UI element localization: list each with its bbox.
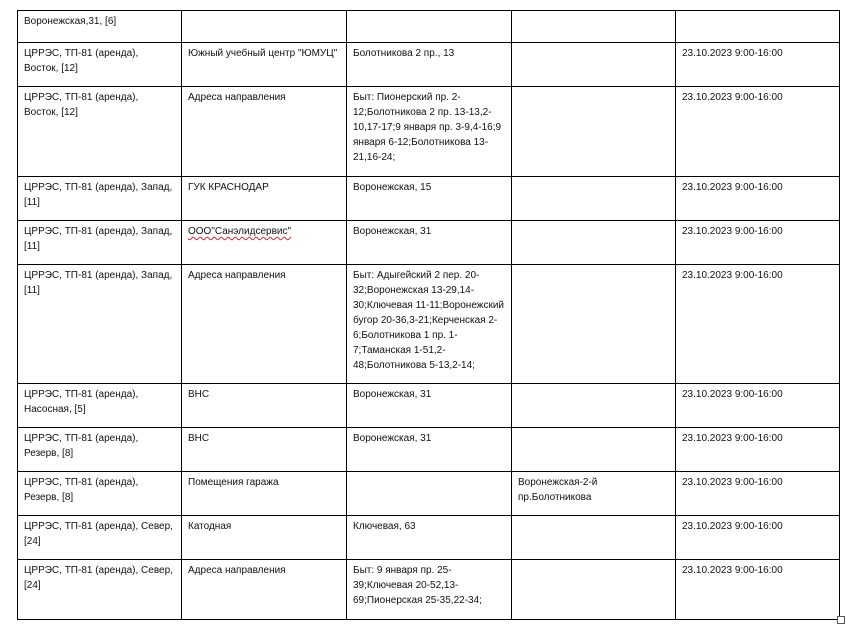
cell-feeder: ЦРРЭС, ТП-81 (аренда), Восток, [12] bbox=[18, 43, 182, 87]
outage-table bbox=[17, 10, 840, 620]
cell-time: 23.10.2023 9:00-16:00 bbox=[676, 516, 840, 560]
table-row bbox=[18, 221, 840, 265]
cell-address: Болотникова 2 пр., 13 bbox=[347, 43, 512, 87]
cell-feeder: Воронежская,31, [6] bbox=[18, 11, 182, 43]
table-row bbox=[18, 11, 840, 43]
cell-consumer: ООО"Санэлидсервис" bbox=[182, 221, 347, 265]
cell-extra: Воронежская-2-й пр.Болотникова bbox=[512, 472, 676, 516]
cell-extra bbox=[512, 560, 676, 620]
cell-feeder: ЦРРЭС, ТП-81 (аренда), Север, [24] bbox=[18, 516, 182, 560]
cell-address bbox=[347, 472, 512, 516]
cell-address: Воронежская, 31 bbox=[347, 221, 512, 265]
cell-address: Воронежская, 31 bbox=[347, 428, 512, 472]
table-row bbox=[18, 560, 840, 620]
cell-extra bbox=[512, 177, 676, 221]
cell-address: Воронежская, 15 bbox=[347, 177, 512, 221]
cell-time: 23.10.2023 9:00-16:00 bbox=[676, 87, 840, 177]
table-row bbox=[18, 472, 840, 516]
cell-feeder: ЦРРЭС, ТП-81 (аренда), Запад, [11] bbox=[18, 221, 182, 265]
cell-consumer: Южный учебный центр "ЮМУЦ" bbox=[182, 43, 347, 87]
cell-extra bbox=[512, 428, 676, 472]
table-row bbox=[18, 87, 840, 177]
cell-time: 23.10.2023 9:00-16:00 bbox=[676, 221, 840, 265]
cell-feeder: ЦРРЭС, ТП-81 (аренда), Север, [24] bbox=[18, 560, 182, 620]
cell-address: Быт: 9 января пр. 25-39;Ключевая 20-52,13-69;Пионерская 25-35,22-34; bbox=[347, 560, 512, 620]
cell-consumer: Катодная bbox=[182, 516, 347, 560]
cell-extra bbox=[512, 43, 676, 87]
cell-extra bbox=[512, 516, 676, 560]
cell-extra bbox=[512, 384, 676, 428]
table-row bbox=[18, 265, 840, 384]
cell-time: 23.10.2023 9:00-16:00 bbox=[676, 43, 840, 87]
cell-address: Ключевая, 63 bbox=[347, 516, 512, 560]
cell-consumer: Адреса направления bbox=[182, 265, 347, 384]
cell-extra bbox=[512, 11, 676, 43]
table-row bbox=[18, 516, 840, 560]
table-row bbox=[18, 43, 840, 87]
cell-time: 23.10.2023 9:00-16:00 bbox=[676, 472, 840, 516]
table-row bbox=[18, 384, 840, 428]
table-resize-handle[interactable] bbox=[837, 616, 845, 624]
cell-time: 23.10.2023 9:00-16:00 bbox=[676, 428, 840, 472]
cell-extra bbox=[512, 87, 676, 177]
cell-time: 23.10.2023 9:00-16:00 bbox=[676, 177, 840, 221]
cell-consumer: Адреса направления bbox=[182, 560, 347, 620]
cell-address: Быт: Пионерский пр. 2-12;Болотникова 2 пр. 13-13,2-10,17-17;9 января пр. 3-9,4-16;9 января 6-12;Болотникова 13-21,16-24; bbox=[347, 87, 512, 177]
table-row bbox=[18, 428, 840, 472]
cell-feeder: ЦРРЭС, ТП-81 (аренда), Насосная, [5] bbox=[18, 384, 182, 428]
cell-address: Воронежская, 31 bbox=[347, 384, 512, 428]
cell-feeder: ЦРРЭС, ТП-81 (аренда), Резерв, [8] bbox=[18, 428, 182, 472]
cell-feeder: ЦРРЭС, ТП-81 (аренда), Запад, [11] bbox=[18, 177, 182, 221]
cell-extra bbox=[512, 265, 676, 384]
cell-feeder: ЦРРЭС, ТП-81 (аренда), Резерв, [8] bbox=[18, 472, 182, 516]
cell-consumer: Помещения гаража bbox=[182, 472, 347, 516]
cell-consumer: Адреса направления bbox=[182, 87, 347, 177]
cell-feeder: ЦРРЭС, ТП-81 (аренда), Запад, [11] bbox=[18, 265, 182, 384]
cell-address: Быт: Адыгейский 2 пер. 20-32;Воронежская 13-29,14-30;Ключевая 11-11;Воронежский бугор 20-36,3-21;Керченская 2-6;Болотникова 1 пр. 1-7;Таманская 1-51,2-48;Болотникова 5-13,2-14; bbox=[347, 265, 512, 384]
cell-consumer: ВНС bbox=[182, 428, 347, 472]
cell-time: 23.10.2023 9:00-16:00 bbox=[676, 384, 840, 428]
cell-extra bbox=[512, 221, 676, 265]
cell-feeder: ЦРРЭС, ТП-81 (аренда), Восток, [12] bbox=[18, 87, 182, 177]
cell-consumer: ГУК КРАСНОДАР bbox=[182, 177, 347, 221]
table-row bbox=[18, 177, 840, 221]
cell-time bbox=[676, 11, 840, 43]
cell-time: 23.10.2023 9:00-16:00 bbox=[676, 265, 840, 384]
cell-time: 23.10.2023 9:00-16:00 bbox=[676, 560, 840, 620]
cell-consumer bbox=[182, 11, 347, 43]
cell-address bbox=[347, 11, 512, 43]
cell-consumer: ВНС bbox=[182, 384, 347, 428]
